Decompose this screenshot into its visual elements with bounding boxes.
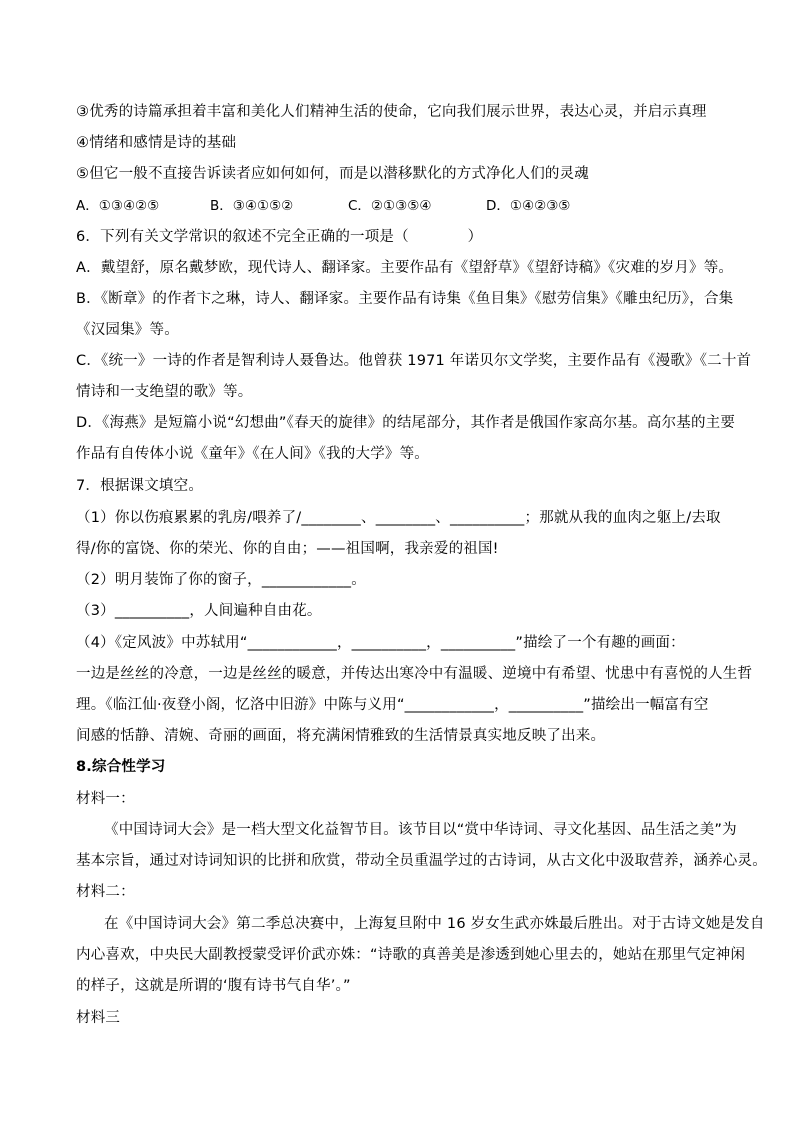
question-7-item-4: （4）《定风波》中苏轼用“____________，__________，__________”描绘了一个有趣的画面： [76, 635, 685, 651]
question-7-item-4-cont-1: 一边是丝丝的冷意，一边是丝丝的暖意，并传达出寒冷中有温暖、逆境中有希望、忧患中有喜悦的人生哲 [76, 666, 753, 682]
material-1-paragraph: 《中国诗词大会》是一档大型文化益智节目。该节目以“赏中华诗词、寻文化基因、品生活之美”为 [104, 822, 737, 838]
question-7-item-3: （3）__________，人间遍种自由花。 [76, 603, 322, 619]
question-8-heading: 8.综合性学习 [76, 759, 166, 775]
material-3-label: 材料三 [76, 1010, 121, 1026]
question-6-option-c: C．《统一》一诗的作者是智利诗人聂鲁达。他曾获 1971 年诺贝尔文学奖，主要作品有《漫歌》《二十首 [76, 353, 752, 369]
statement-5: ⑤但它一般不直接告诉读者应如何如何，而是以潜移默化的方式净化人们的灵魂 [76, 166, 589, 182]
question-6-option-b: B．《断章》的作者卞之琳，诗人、翻译家。主要作品有诗集《鱼目集》《慰劳信集》《雕虫纪历》，合集 [76, 291, 734, 307]
question-6-option-a: A．戴望舒，原名戴梦欧，现代诗人、翻译家。主要作品有《望舒草》《望舒诗稿》《灾难的岁月》等。 [76, 260, 734, 276]
question-7-item-2: （2）明月装饰了你的窗子，____________。 [76, 572, 366, 588]
material-2-label: 材料二： [76, 884, 135, 900]
statement-4: ④情绪和感情是诗的基础 [76, 135, 237, 151]
question-7-item-4-cont-3: 间感的恬静、清婉、奇丽的画面，将充满闲情雅致的生活情景真实地反映了出来。 [76, 728, 606, 744]
question-6: 6．下列有关文学常识的叙述不完全正确的一项是（ ） [76, 229, 483, 245]
material-1-paragraph-cont: 基本宗旨，通过对诗词知识的比拼和欣赏，带动全员重温学过的古诗词，从古文化中汲取营养，涵养心灵。 [76, 853, 767, 869]
material-2-paragraph-cont-1: 内心喜欢，中央民大副教授蒙受评价武亦姝：“诗歌的真善美是渗透到她心里去的，她站在那里气定神闲 [76, 947, 746, 963]
option-d: D．①④②③⑤ [486, 198, 571, 214]
question-7: 7．根据课文填空。 [76, 478, 204, 494]
option-c: C．②①③⑤④ [348, 198, 432, 214]
question-7-item-1-cont: 得/你的富饶、你的荣光、你的自由；——祖国啊，我亲爱的祖国! [76, 541, 499, 557]
material-2-paragraph: 在《中国诗词大会》第二季总决赛中，上海复旦附中 16 岁女生武亦姝最后胜出。对于古诗文她是发自 [104, 916, 765, 932]
material-1-label: 材料一： [76, 791, 135, 807]
question-6-option-d-cont: 作品有自传体小说《童年》《在人间》《我的大学》等。 [76, 446, 429, 462]
question-6-option-b-cont: 《汉园集》等。 [76, 322, 179, 338]
question-6-option-d: D．《海燕》是短篇小说“幻想曲”《春天的旋律》的结尾部分，其作者是俄国作家高尔基。高尔基的主要 [76, 415, 736, 431]
question-7-item-1: （1）你以伤痕累累的乳房/喂养了/________、________、__________；那就从我的血肉之躯上/去取 [76, 510, 721, 526]
option-b: B．③④①⑤② [210, 198, 294, 214]
option-a: A．①③④②⑤ [76, 198, 160, 214]
material-2-paragraph-cont-2: 的样子，这就是所谓的‘腹有诗书气自华’。” [76, 978, 351, 994]
statement-3: ③优秀的诗篇承担着丰富和美化人们精神生活的使命，它向我们展示世界，表达心灵，并启示真理 [76, 104, 707, 120]
question-6-option-c-cont: 情诗和一支绝望的歌》等。 [76, 384, 253, 400]
question-7-item-4-cont-2: 理。《临江仙·夜登小阁，忆洛中旧游》中陈与义用“____________，__________”描绘出一幅富有空 [76, 697, 709, 713]
